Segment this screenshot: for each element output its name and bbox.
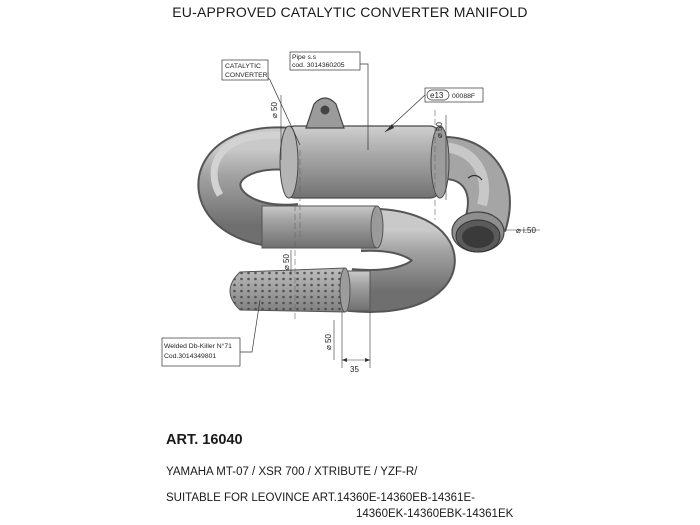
middle-pipe <box>262 206 377 248</box>
callout-dbkiller-line2: Cod.3014349801 <box>164 353 217 360</box>
article-number: ART. 16040 <box>166 432 243 448</box>
dim-dia-mid: ⌀ 50 <box>282 254 291 270</box>
suitable-line-1: SUITABLE FOR LEOVINCE ART.14360E-14360EB-14361E- <box>166 492 475 504</box>
outlet-inner <box>462 226 494 248</box>
callout-dbkiller-line1: Welded Db-Killer N°71 <box>164 343 232 350</box>
dim-dia-outlet: ⌀ i.50 <box>516 226 536 235</box>
compatible-models: YAMAHA MT-07 / XSR 700 / XTRIBUTE / YZF-R/ <box>166 466 418 478</box>
callout-catalytic-line2: CONVERTER <box>225 72 268 79</box>
bracket-hole <box>321 106 330 115</box>
catalytic-converter-body <box>285 126 440 198</box>
suitable-line-2: 14360EK-14360EBK-14361EK <box>356 508 514 520</box>
approval-number: 00088F <box>452 93 476 100</box>
dim-length: 35 <box>350 365 359 374</box>
callout-pipe-line1: Pipe s.s <box>292 54 317 61</box>
approval-mark: e13 <box>430 91 444 100</box>
dim-dia-bottom: ⌀ 50 <box>324 334 333 350</box>
callout-pipe-line2: cod. 3014360205 <box>292 62 345 69</box>
callout-catalytic-line1: CATALYTIC <box>225 63 261 70</box>
dim-dia-cat-left: ⌀ 50 <box>270 102 279 118</box>
page-title: EU-APPROVED CATALYTIC CONVERTER MANIFOLD <box>172 4 528 20</box>
dim-dia-cat-right: ⌀ 50 <box>435 122 444 138</box>
